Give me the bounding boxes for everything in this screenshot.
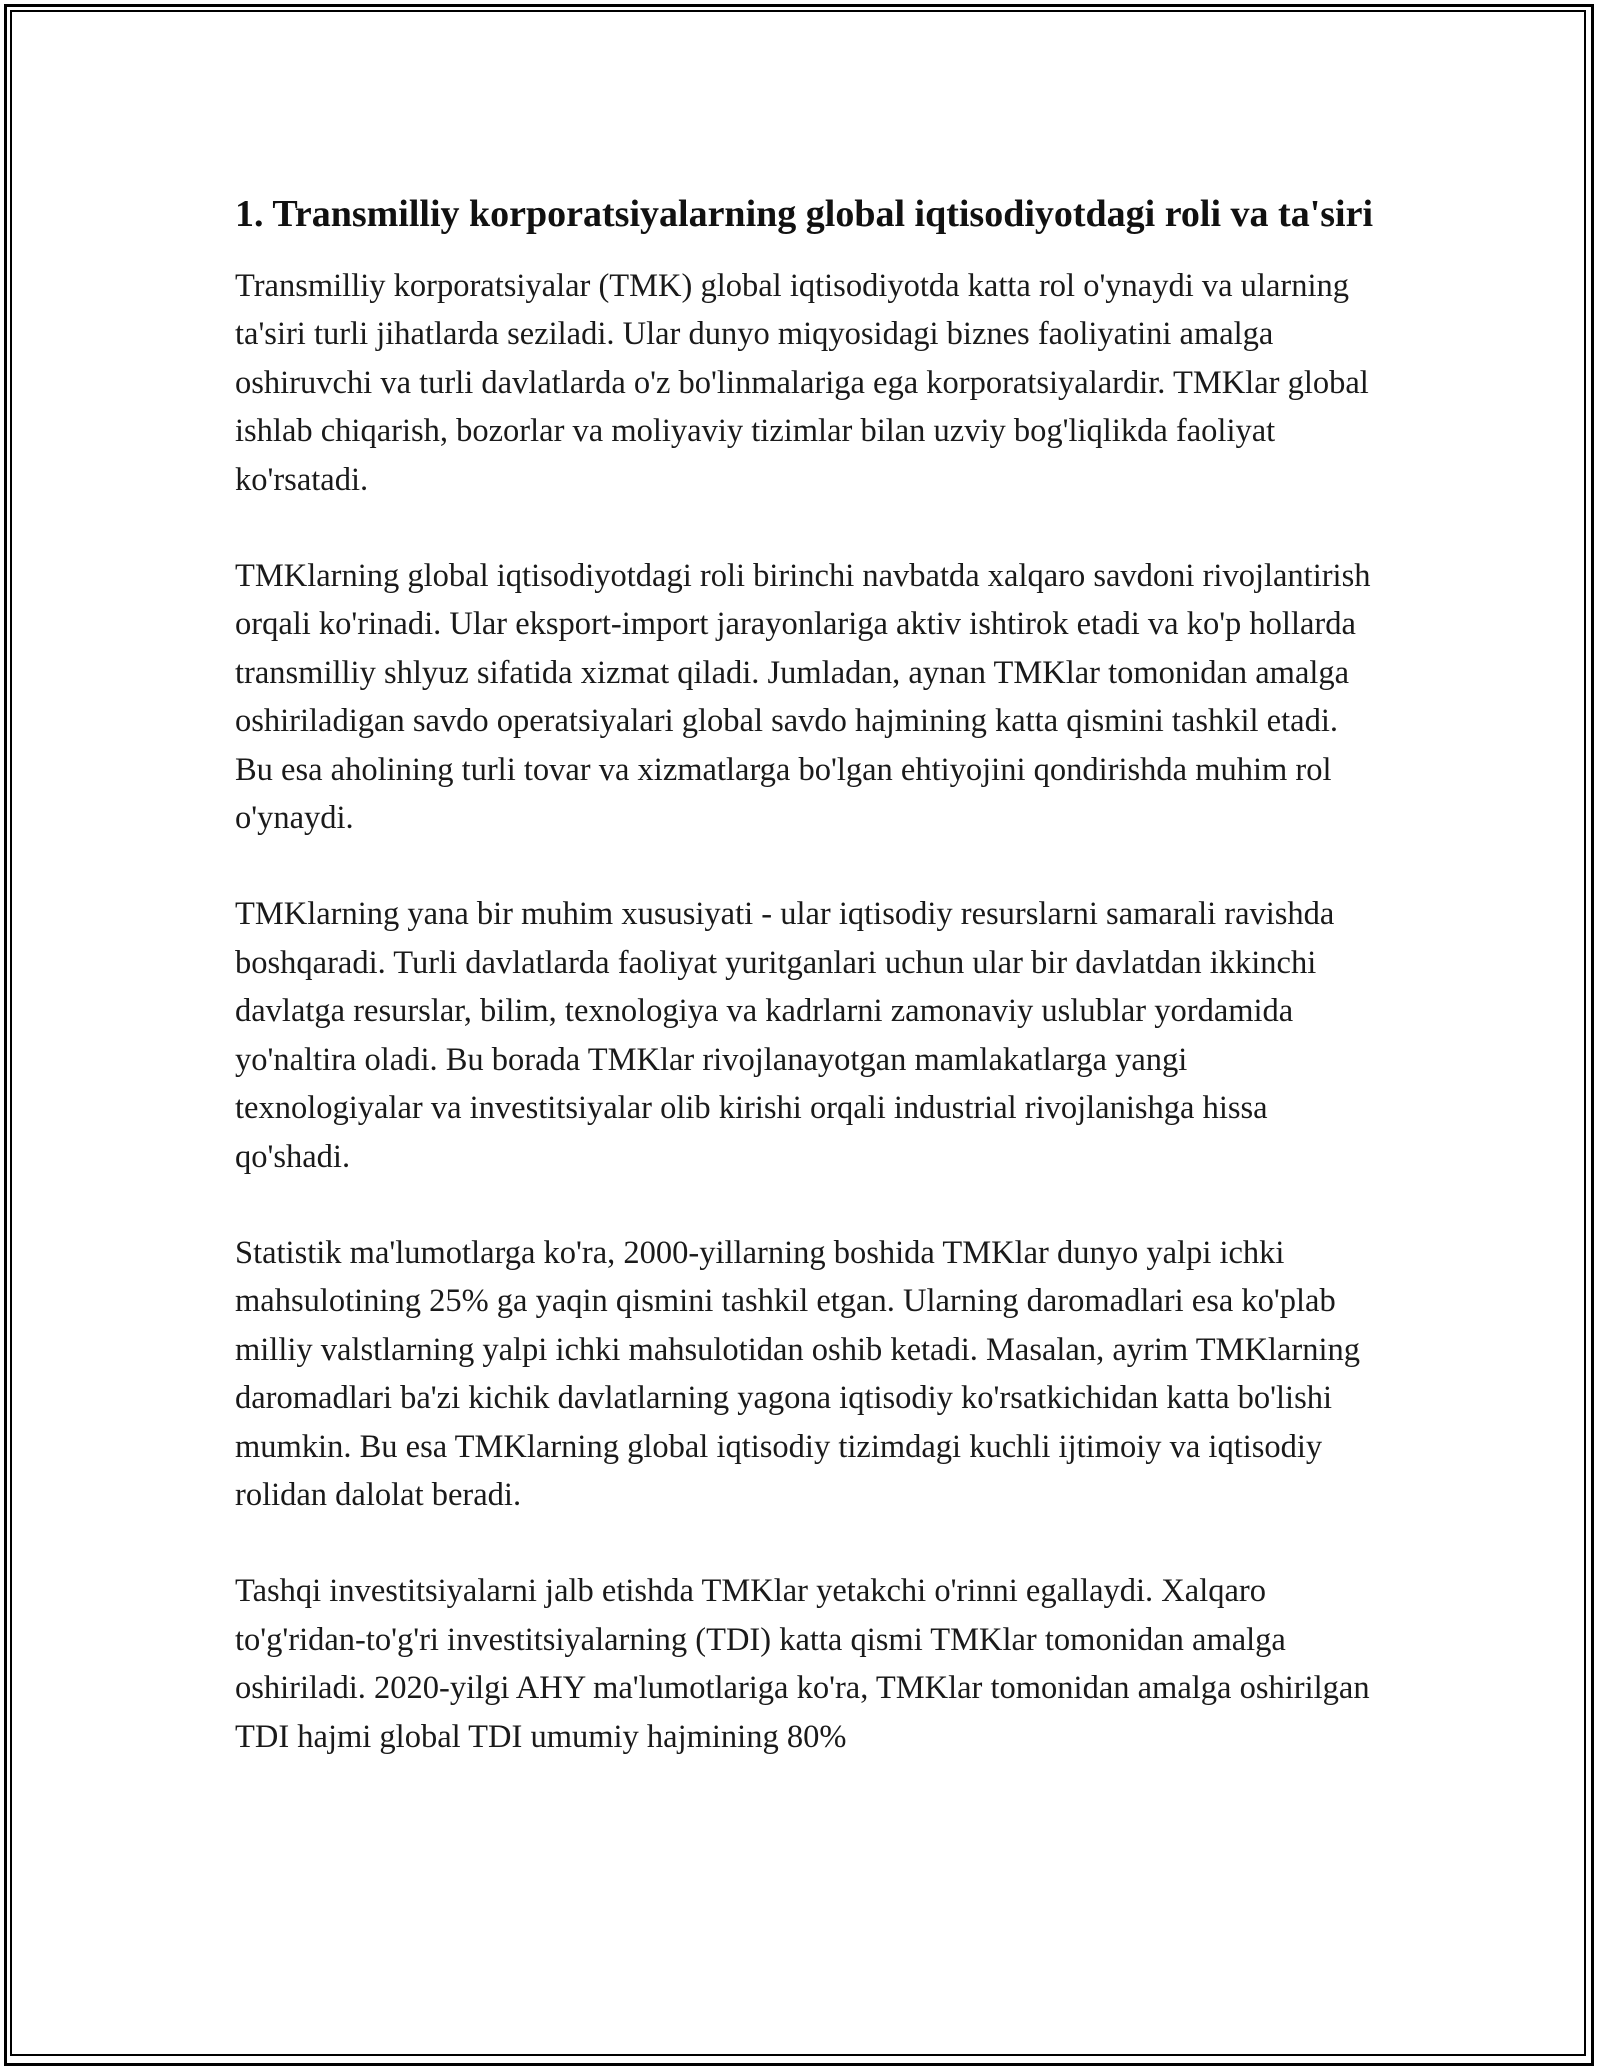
paragraph-statistics: Statistik ma'lumotlarga ko'ra, 2000-yillarning boshida TMKlar dunyo yalpi ichki mahsulotining 25% ga yaqin qismini tashkil etgan. Ularning daromadlari esa ko'plab milliy valstlarning yalpi ichki mahsulotidan oshib ketadi. Masalan, ayrim TMKlarning daromadlari ba'zi kichik davlatlarning yagona iqtisodiy ko'rsatkichidan katta bo'lishi mumkin. Bu esa TMKlarning global iqtisodiy tizimdagi kuchli ijtimoiy va iqtisodiy rolidan dalolat beradi. [235, 1234, 1360, 1513]
paragraph-investments: Tashqi investitsiyalarni jalb etishda TMKlar yetakchi o'rinni egallaydi. Xalqaro to'g'ridan-to'g'ri investitsiyalarning (TDI) katta qismi TMKlar tomonidan amalga oshiriladi. 2020-yilgi AHY ma'lumotlariga ko'ra, TMKlar tomonidan amalga oshirilgan TDI hajmi global TDI umumiy hajmining 80% [235, 1573, 1370, 1755]
document-body [235, 188, 1375, 1761]
section-title: 1. Transmilliy korporatsiyalarning global iqtisodiyotdagi roli va ta'siri [235, 193, 1374, 235]
paragraph-trade-role: TMKlarning global iqtisodiyotdagi roli birinchi navbatda xalqaro savdoni rivojlantirish orqali ko'rinadi. Ular eksport-import jarayonlariga aktiv ishtirok etadi va ko'p hollarda transmilliy shlyuz sifatida xizmat qiladi. Jumladan, aynan TMKlar tomonidan amalga oshiriladigan savdo operatsiyalari global savdo hajmining katta qismini tashkil etadi. Bu esa aholining turli tovar va xizmatlarga bo'lgan ehtiyojini qondirishda muhim rol o'ynaydi. [235, 558, 1371, 837]
paragraph-intro: Transmilliy korporatsiyalar (TMK) global iqtisodiyotda katta rol o'ynaydi va ularning ta'siri turli jihatlarda seziladi. Ular dunyo miqyosidagi biznes faoliyatini amalga oshiruvchi va turli davlatlarda o'z bo'linmalariga ega korporatsiyalardir. TMKlar global ishlab chiqarish, bozorlar va moliyaviy tizimlar bilan uzviy bog'liqlikda faoliyat ko'rsatadi. [235, 268, 1369, 498]
paragraph-resource-management: TMKlarning yana bir muhim xususiyati - ular iqtisodiy resurslarni samarali ravishda boshqaradi. Turli davlatlarda faoliyat yuritganlari uchun ular bir davlatdan ikkinchi davlatga resurslar, bilim, texnologiya va kadrlarni zamonaviy uslublar yordamida yo'naltira oladi. Bu borada TMKlar rivojlanayotgan mamlakatlarga yangi texnologiyalar va investitsiyalar olib kirishi orqali industrial rivojlanishga hissa qo'shadi. [235, 896, 1335, 1175]
